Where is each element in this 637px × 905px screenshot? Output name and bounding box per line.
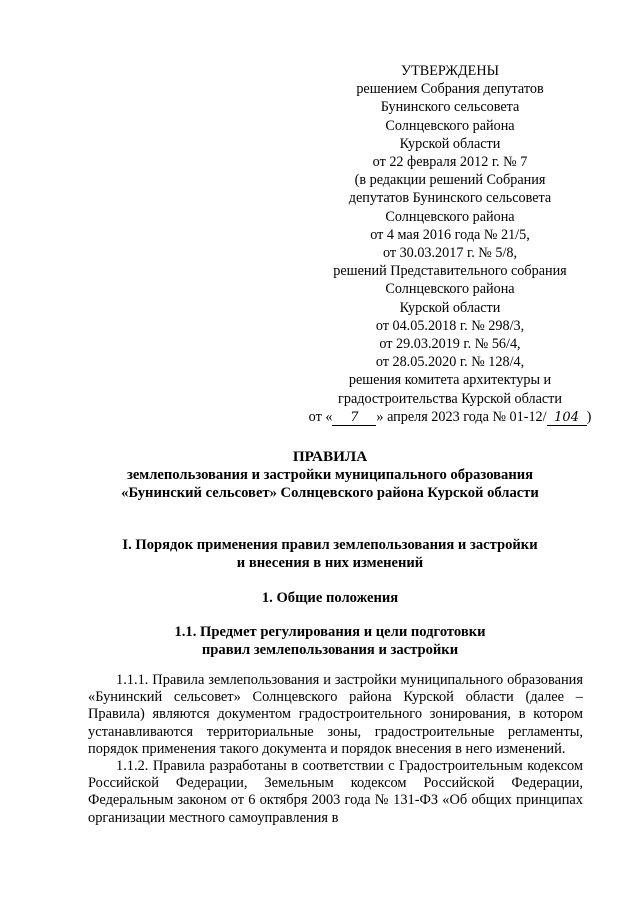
approval-line: депутатов Бунинского сельсовета (348, 190, 552, 207)
approval-line: решения комитета архитектуры и (348, 372, 552, 389)
body-text (88, 672, 583, 827)
section-heading-line: I. Порядок применения правил землепользования и застройки (122, 537, 538, 553)
approval-line: от 29.03.2019 г. № 56/4, (379, 336, 521, 353)
approval-block (300, 62, 600, 426)
approval-line: Солнцевского района (385, 117, 515, 134)
approval-line: Курской области (399, 135, 501, 152)
approval-line: УТВЕРЖДЕНЫ (401, 63, 499, 79)
approval-date-prefix: от « (308, 408, 333, 425)
document-subtitle: землепользования и застройки муниципального образования (126, 467, 534, 483)
handwritten-number: 104 (547, 411, 587, 426)
approval-line: Бунинского сельсовета (380, 99, 520, 116)
section-heading (60, 536, 600, 572)
subsection-heading (60, 623, 600, 659)
subsection-heading-line: правил землепользования и застройки (201, 642, 459, 658)
handwritten-day: 7 (332, 411, 376, 426)
approval-line: (в редакции решений Собрания (354, 172, 546, 189)
approval-date-suffix: ) (586, 408, 592, 425)
chapter-heading (60, 589, 600, 607)
approval-line: от 22 февраля 2012 г. № 7 (372, 154, 528, 171)
paragraph: 1.1.1. Правила землепользования и застройки муниципального образования «Бунинский сельсовет» Солнцевского района Курской области (далее – Правила) являются документом градостроительного зонирования, в котором устанавливаются территориальные зоны, градостроительные регламенты, порядок применения такого документа и порядок внесения в него изменений. (88, 672, 583, 757)
document-subtitle: «Бунинский сельсовет» Солнцевского района Курской области (121, 485, 539, 501)
approval-line: от 30.03.2017 г. № 5/8, (382, 245, 518, 262)
subsection-heading-line: 1.1. Предмет регулирования и цели подготовки (174, 624, 486, 640)
section-heading-line: и внесения в них изменений (236, 555, 424, 571)
approval-line: решением Собрания депутатов (356, 81, 544, 98)
paragraph: 1.1.2. Правила разработаны в соответствии с Градостроительным кодексом Российской Федерации, Земельным кодексом Российской Федерации, Федеральным законом от 6 октября 2003 года № 131-ФЗ «Об общих принципах организации местного самоуправления в (88, 758, 583, 826)
approval-line: решений Представительного собрания (333, 263, 567, 280)
approval-line: от 04.05.2018 г. № 298/3, (375, 317, 525, 334)
approval-line: от 4 мая 2016 года № 21/5, (370, 226, 530, 243)
approval-line: от 28.05.2020 г. № 128/4, (375, 354, 525, 371)
document-title (60, 448, 600, 502)
chapter-heading-line: 1. Общие положения (261, 590, 399, 606)
approval-line: Солнцевского района (385, 281, 515, 298)
approval-line: градостроительства Курской области (338, 390, 562, 407)
approval-line: Курской области (399, 299, 501, 316)
document-heading: ПРАВИЛА (292, 448, 368, 465)
approval-date-middle: » апреля 2023 года № 01-12/ (376, 408, 547, 425)
approval-line: Солнцевского района (385, 208, 515, 225)
approval-date-line (300, 408, 600, 426)
